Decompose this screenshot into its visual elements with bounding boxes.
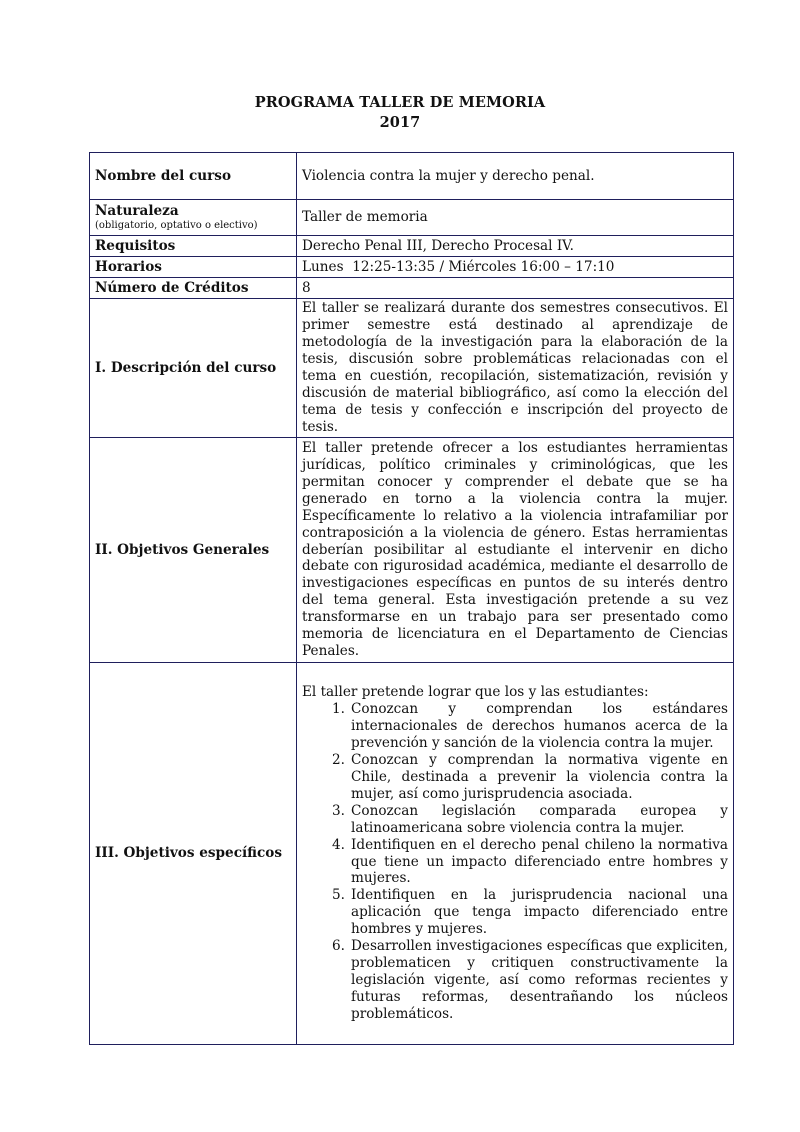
row-horarios	[90, 257, 734, 278]
document-title	[0, 93, 800, 133]
list-item	[332, 836, 728, 888]
objetivos-especificos-intro: El taller pretende lograr que los y las estudiantes:	[302, 684, 649, 701]
list-item-number: 1.	[332, 701, 345, 718]
label-requisitos: Requisitos	[90, 236, 297, 257]
list-item	[332, 938, 728, 1023]
label-naturaleza-hint: (obligatorio, optativo o electivo)	[95, 219, 258, 231]
row-objetivos-especificos	[90, 663, 734, 1045]
value-objetivos-generales: El taller pretende ofrecer a los estudiantes herramientas jurídicas, político criminales y criminológicas, que les permitan conocer y comprender el debate que se ha generado en torno a la violencia contra la mujer. Específicamente lo relativo a la violencia intrafamiliar por contraposición a la violencia de género. Estas herramientas deberían posibilitar al estudiante el intervenir en dicho debate con rigurosidad académica, mediante el desarrollo de investigaciones específicas en puntos de su interés dentro del tema general. Esta investigación pretende a su vez transformarse en un trabajo para ser presentado como memoria de licenciatura en el Departamento de Ciencias Penales.	[297, 438, 734, 663]
row-objetivos-generales	[90, 438, 734, 663]
label-descripcion-del-curso: I. Descripción del curso	[90, 299, 297, 438]
row-nombre-del-curso	[90, 153, 734, 200]
label-horarios: Horarios	[90, 257, 297, 278]
label-nombre-del-curso: Nombre del curso	[90, 153, 297, 200]
list-item-text: Conozcan legislación comparada europea y latinoamericana sobre violencia contra la mujer.	[351, 802, 728, 836]
value-nombre-del-curso: Violencia contra la mujer y derecho penal.	[297, 153, 734, 200]
label-objetivos-especificos: III. Objetivos específicos	[90, 663, 297, 1045]
course-program-table	[89, 152, 734, 1045]
label-numero-de-creditos: Número de Créditos	[90, 278, 297, 299]
list-item-text: Identifiquen en la jurisprudencia nacional una aplicación que tenga impacto diferenciado entre hombres y mujeres.	[351, 887, 728, 938]
row-naturaleza	[90, 200, 734, 236]
list-item	[332, 701, 728, 752]
row-descripcion-del-curso	[90, 299, 734, 438]
list-item	[332, 887, 728, 938]
value-numero-de-creditos: 8	[297, 278, 734, 299]
list-item	[332, 752, 728, 803]
list-item-text: Conozcan y comprendan los estándares internacionales de derechos humanos acerca de la prevención y sanción de la violencia contra la mujer.	[351, 701, 728, 752]
label-naturaleza: Naturaleza	[95, 203, 179, 220]
document-title-year: 2017	[379, 114, 421, 131]
list-item-number: 4.	[332, 836, 345, 853]
list-item-text: Conozcan y comprendan la normativa vigente en Chile, destinada a prevenir la violencia contra la mujer, así como jurisprudencia asociada.	[351, 752, 728, 802]
list-item-number: 6.	[332, 938, 345, 955]
label-naturaleza-cell	[90, 200, 297, 236]
list-item-number: 5.	[332, 887, 345, 904]
value-naturaleza: Taller de memoria	[297, 200, 734, 236]
value-descripcion-del-curso: El taller se realizará durante dos semestres consecutivos. El primer semestre está destinado al aprendizaje de metodología de la investigación para la elaboración de la tesis, discusión sobre problemáticas relacionadas con el tema en cuestión, recopilación, sistematización, revisión y discusión de material bibliográfico, así como la elección del tema de tesis y confección e inscripción del proyecto de tesis.	[297, 299, 734, 438]
list-item-text: Desarrollen investigaciones específicas que expliciten, problematicen y critiquen constructivamente la legislación vigente, así como reformas recientes y futuras reformas, desentrañando los núcleos problemáticos.	[351, 938, 728, 1022]
list-item	[332, 802, 728, 837]
row-requisitos	[90, 236, 734, 257]
row-numero-de-creditos	[90, 278, 734, 299]
label-objetivos-generales: II. Objetivos Generales	[90, 438, 297, 663]
list-item-text: Identifiquen en el derecho penal chileno la normativa que tiene un impacto diferenciado entre hombres y mujeres.	[351, 836, 728, 887]
list-item-number: 3.	[332, 802, 345, 819]
value-requisitos: Derecho Penal III, Derecho Procesal IV.	[297, 236, 734, 257]
objetivos-especificos-list	[302, 701, 728, 1022]
value-objetivos-especificos	[297, 663, 734, 1045]
value-horarios: Lunes 12:25-13:35 / Miércoles 16:00 – 17:10	[297, 257, 734, 278]
list-item-number: 2.	[332, 752, 345, 769]
document-title-line1: PROGRAMA TALLER DE MEMORIA	[254, 94, 546, 111]
